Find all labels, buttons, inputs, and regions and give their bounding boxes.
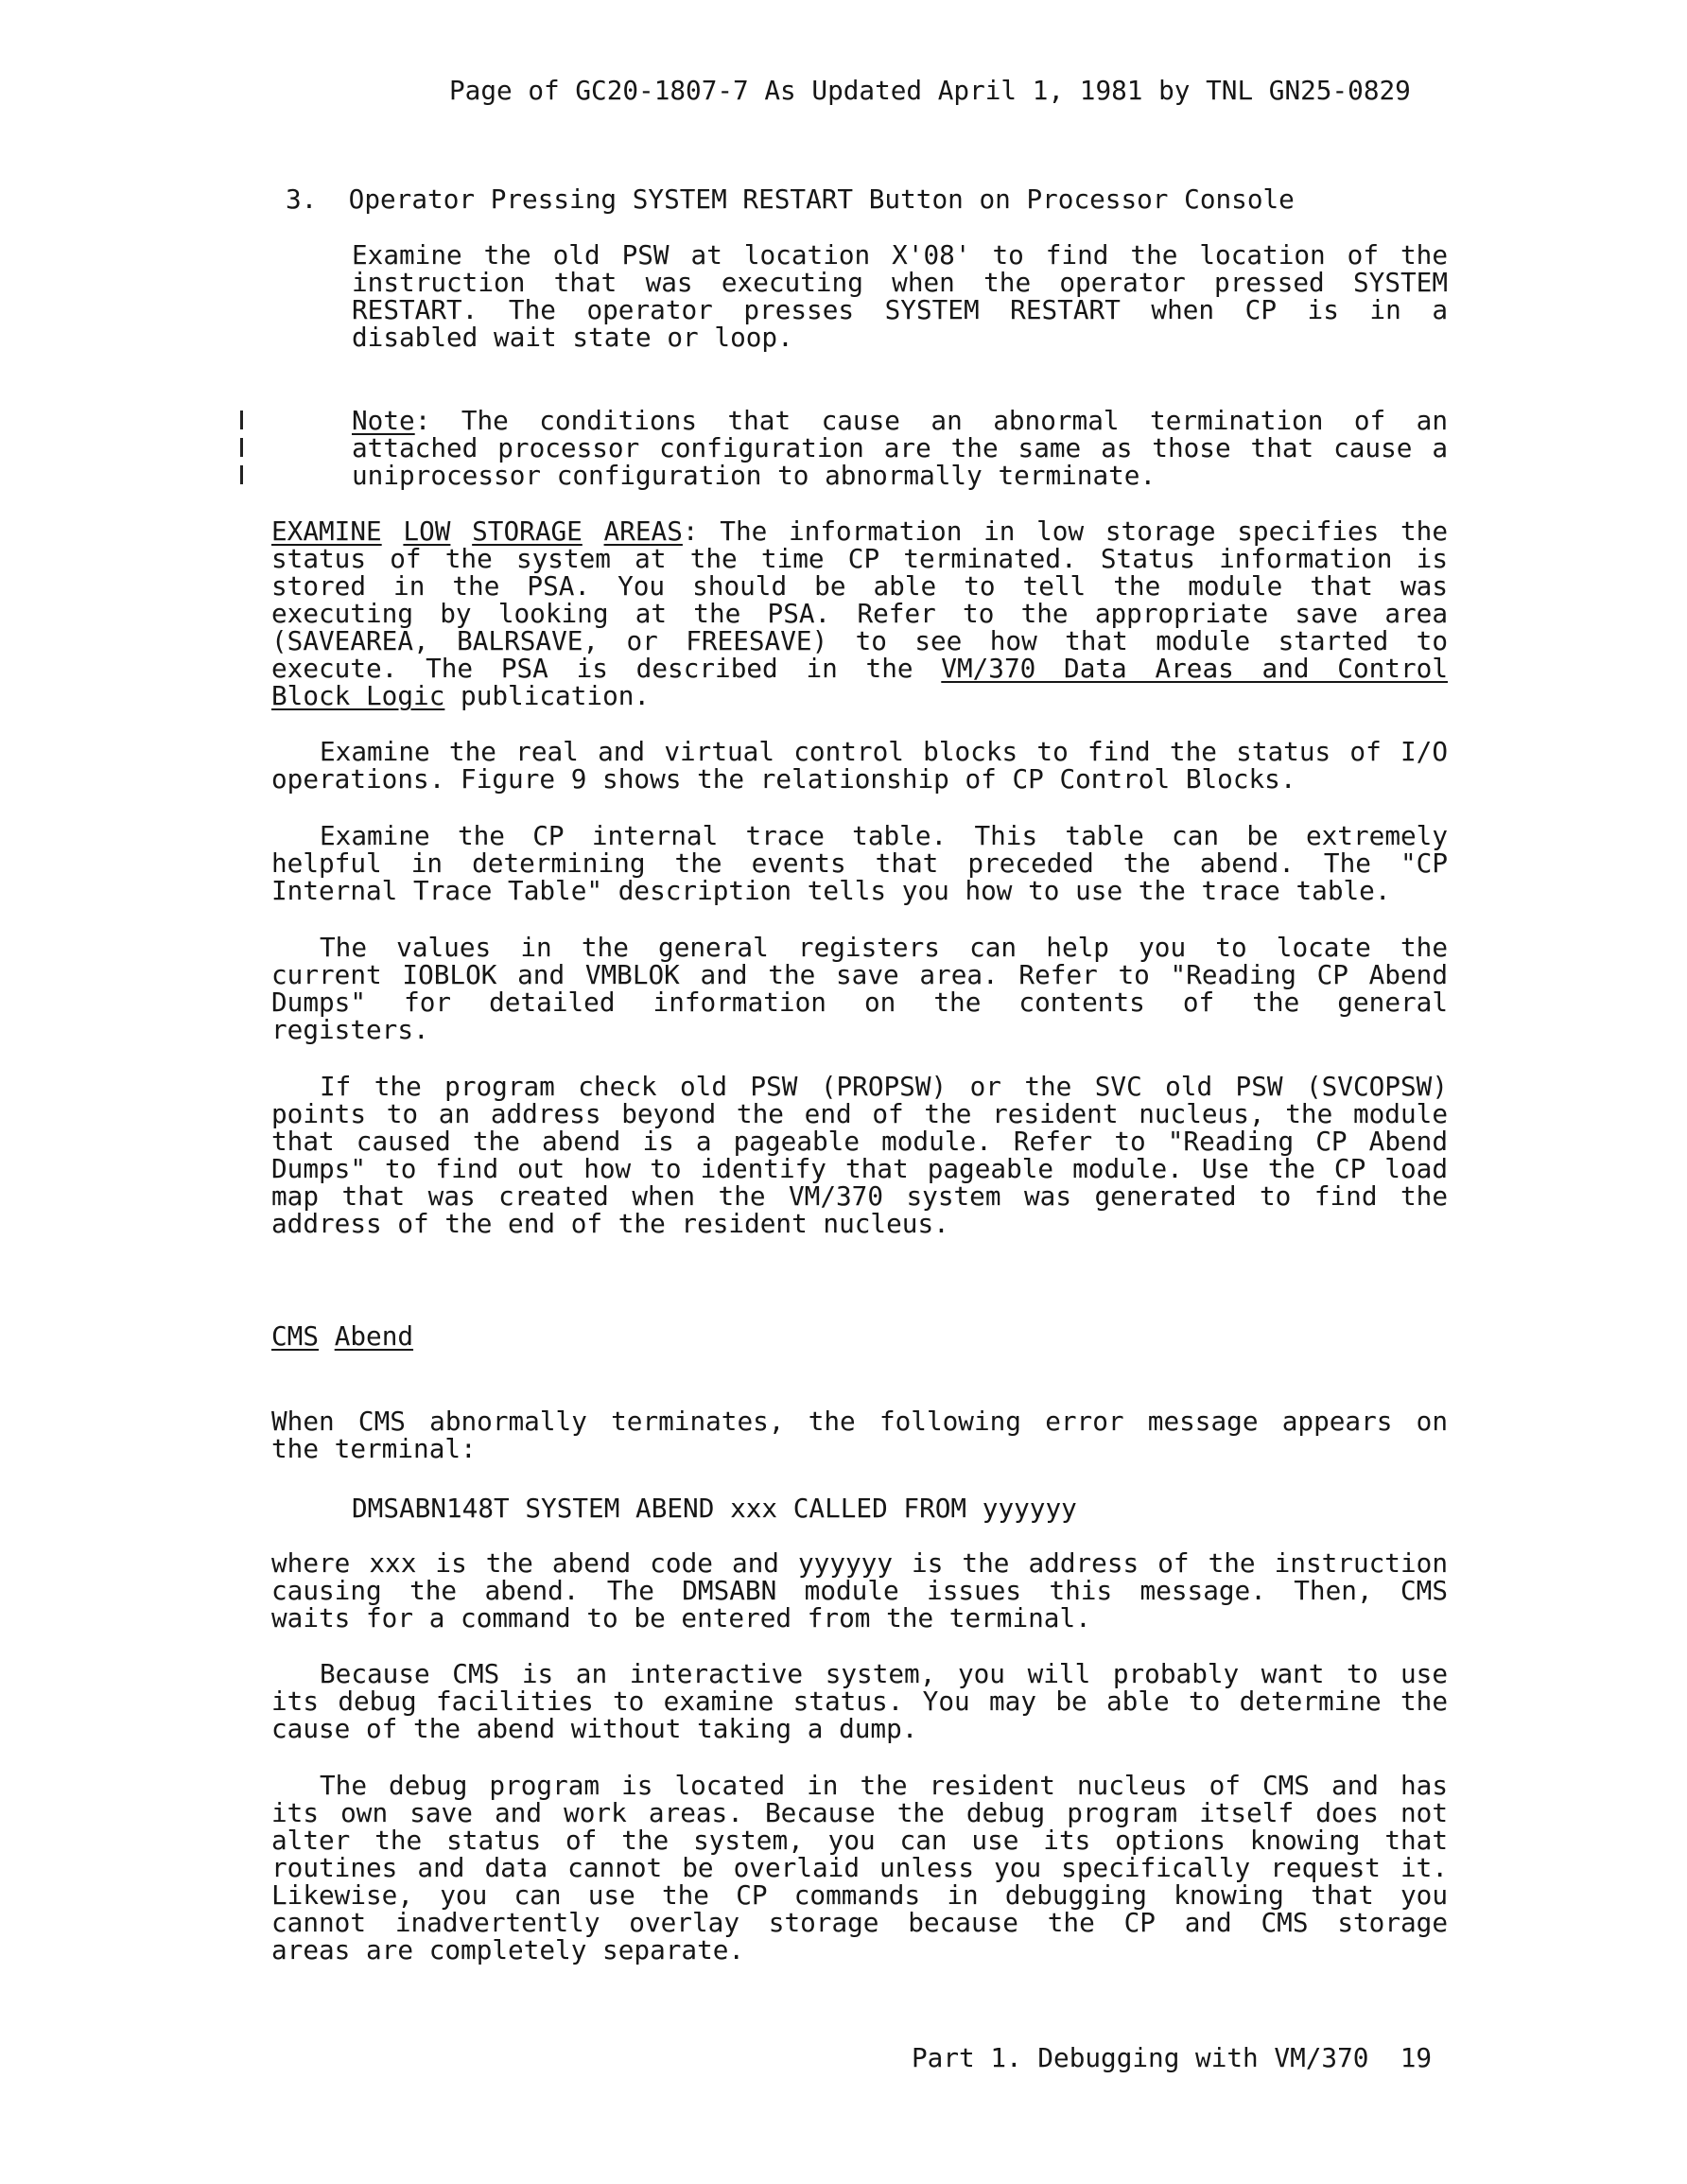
text-line: Examine the real and virtual control blocks to find the status of I/O xyxy=(320,736,1448,767)
text-line: The values in the general registers can help you to locate the xyxy=(320,932,1448,963)
note-line: attached processor configuration are the same as those that cause a xyxy=(352,432,1448,463)
text-line: RESTART. The operator presses SYSTEM RESTART when CP is in a xyxy=(352,294,1448,325)
text-line: alter the status of the system, you can use its options knowing that xyxy=(271,1825,1448,1856)
text-line: the terminal: xyxy=(271,1433,477,1464)
page-footer: Part 1. Debugging with VM/370 19 xyxy=(912,2042,1433,2073)
note-label: Note xyxy=(352,405,415,436)
text-line: cause of the abend without taking a dump. xyxy=(271,1713,918,1744)
run-in-heading: EXAMINE xyxy=(271,515,382,547)
text-line: status of the system at the time CP terminated. Status information is xyxy=(271,543,1448,574)
text-line: (SAVEAREA, BALRSAVE, or FREESAVE) to see how that module started to xyxy=(271,625,1448,656)
text-line: cannot inadvertently overlay storage because the CP and CMS storage xyxy=(271,1907,1448,1938)
text-line: The debug program is located in the resident nucleus of CMS and has xyxy=(320,1770,1448,1801)
text-line: executing by looking at the PSA. Refer to the appropriate save area xyxy=(271,598,1448,629)
revision-bar xyxy=(240,411,243,429)
text-line: that caused the abend is a pageable module. Refer to "Reading CP Abend xyxy=(271,1126,1448,1157)
text-line: causing the abend. The DMSABN module issues this message. Then, CMS xyxy=(271,1575,1448,1606)
text-line: EXAMINE LOW STORAGE AREAS: The information in low storage specifies the xyxy=(271,515,1448,547)
text-line: If the program check old PSW (PROPSW) or the SVC old PSW (SVCOPSW) xyxy=(320,1071,1448,1102)
error-message-example: DMSABN148T SYSTEM ABEND xxx CALLED FROM yyyyyy xyxy=(352,1493,1077,1524)
publication-title: Block Logic xyxy=(271,680,445,711)
text-line: Block Logic publication. xyxy=(271,680,651,711)
text-line: current IOBLOK and VMBLOK and the save area. Refer to "Reading CP Abend xyxy=(271,959,1448,990)
text-line: disabled wait state or loop. xyxy=(352,322,793,353)
revision-bar xyxy=(240,438,243,457)
text-line: Dumps" to find out how to identify that pageable module. Use the CP load xyxy=(271,1153,1448,1184)
text-line: registers. xyxy=(271,1014,429,1045)
revision-bar xyxy=(240,465,243,484)
section-heading: CMS Abend xyxy=(271,1320,414,1352)
note-line: Note: The conditions that cause an abnormal termination of an xyxy=(352,405,1448,436)
text-line: waits for a command to be entered from the terminal. xyxy=(271,1602,1091,1634)
text-line: areas are completely separate. xyxy=(271,1934,745,1966)
text-line: its debug facilities to examine status. You may be able to determine the xyxy=(271,1686,1448,1717)
section-heading: 3. Operator Pressing SYSTEM RESTART Button on Processor Console xyxy=(286,183,1295,215)
text-line: stored in the PSA. You should be able to tell the module that was xyxy=(271,570,1448,602)
text-line: Because CMS is an interactive system, you will probably want to use xyxy=(320,1658,1448,1689)
text-line: When CMS abnormally terminates, the following error message appears on xyxy=(271,1406,1448,1437)
page-header: Page of GC20-1807-7 As Updated April 1, 1981 by TNL GN25-0829 xyxy=(449,75,1411,106)
note-line: uniprocessor configuration to abnormally terminate. xyxy=(352,460,1157,491)
text-line: points to an address beyond the end of the resident nucleus, the module xyxy=(271,1098,1448,1129)
text-line: address of the end of the resident nucleus. xyxy=(271,1208,949,1239)
text-line: its own save and work areas. Because the debug program itself does not xyxy=(271,1797,1448,1828)
text-line: routines and data cannot be overlaid unless you specifically request it. xyxy=(271,1852,1448,1883)
text-line: helpful in determining the events that preceded the abend. The "CP xyxy=(271,847,1448,879)
text-line: Examine the CP internal trace table. This table can be extremely xyxy=(320,820,1448,851)
publication-title: VM/370 Data Areas and Control xyxy=(941,653,1448,684)
text-line: where xxx is the abend code and yyyyyy is the address of the instruction xyxy=(271,1547,1448,1579)
text-line: execute. The PSA is described in the VM/370 Data Areas and Control xyxy=(271,653,1448,684)
text-line: Examine the old PSW at location X'08' to find the location of the xyxy=(352,239,1448,271)
text-line: Likewise, you can use the CP commands in debugging knowing that you xyxy=(271,1879,1448,1911)
text-line: instruction that was executing when the operator pressed SYSTEM xyxy=(352,267,1448,298)
text-line: Internal Trace Table" description tells you how to use the trace table. xyxy=(271,875,1391,906)
text-line: map that was created when the VM/370 system was generated to find the xyxy=(271,1180,1448,1212)
text-line: Dumps" for detailed information on the contents of the general xyxy=(271,987,1448,1018)
text-line: operations. Figure 9 shows the relationship of CP Control Blocks. xyxy=(271,763,1296,795)
